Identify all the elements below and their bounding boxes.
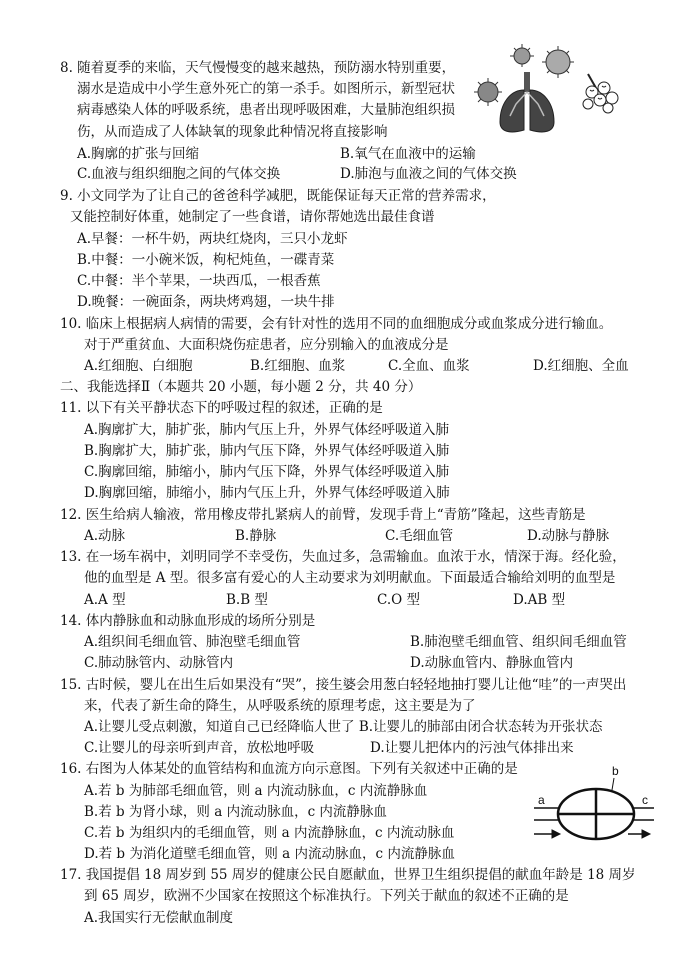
- q8-option-d: D.肺泡与血液之间的气体交换: [340, 166, 517, 182]
- q8-option-c: C.血液与组织细胞之间的气体交换: [77, 166, 281, 182]
- q12-option-a: A.动脉: [84, 528, 126, 544]
- lungs-virus-illustration: [470, 42, 630, 136]
- q9-option-a: A.早餐：一杯牛奶，两块红烧肉，三只小龙虾: [77, 231, 348, 247]
- q9-option-b: B.中餐：一小碗米饭，枸杞炖鱼，一碟青菜: [77, 252, 335, 268]
- q8-option-a: A.胸廓的扩张与回缩: [77, 146, 200, 162]
- q8-line-2: 溺水是造成中小学生意外死亡的第一杀手。如图所示，新型冠状: [77, 81, 455, 97]
- q12-option-c: C.毛细血管: [385, 528, 454, 544]
- q16-option-c: C.若 b 为组织内的毛细血管，则 a 内流静脉血，c 内流动脉血: [84, 825, 455, 841]
- vessel-c: [632, 808, 654, 820]
- q8-line-4: 伤，从而造成了人体缺氧的现象此种情况将直接影响: [77, 124, 388, 140]
- label-a: a: [538, 793, 545, 807]
- q16-option-b: B.若 b 为肾小球，则 a 内流动脉血，c 内流静脉血: [84, 804, 387, 820]
- q14-option-d: D.动脉血管内、静脉血管内: [410, 655, 574, 671]
- q12-line-1: 12. 医生给病人输液，常用橡皮带扎紧病人的前臂，发现手背上“青筋”隆起，这些青筋是: [60, 507, 586, 523]
- q17-line-2: 到 65 周岁，欧洲不少国家在按照这个标准执行。下列关于献血的叙述不正确的是: [84, 888, 569, 904]
- alveoli-cluster: [583, 74, 618, 113]
- q14-line-1: 14. 体内静脉血和动脉血形成的场所分别是: [60, 613, 316, 629]
- q10-option-a: A.红细胞、白细胞: [84, 358, 193, 374]
- label-c: c: [642, 793, 648, 807]
- q10-line-2: 对于严重贫血、大面积烧伤症患者，应分别输入的血液成分是: [84, 337, 449, 353]
- q8-line-3: 病毒感染人体的呼吸系统，患者出现呼吸困难，大量肺泡组织损: [77, 102, 455, 118]
- q13-option-c: C.O 型: [377, 592, 420, 608]
- q14-option-b: B.肺泡壁毛细血管、组织间毛细血管: [410, 634, 627, 650]
- q9-option-c: C.中餐：半个苹果，一块西瓜，一根香蕉: [77, 273, 321, 289]
- label-b: b: [612, 764, 619, 778]
- q15-option-d: D.让婴儿把体内的污浊气体排出来: [370, 740, 574, 756]
- q9-line-2: 又能控制好体重，她制定了一些食谱，请你帮她选出最佳食谱: [70, 209, 435, 225]
- q11-option-c: C.胸廓回缩，肺缩小，肺内气压下降，外界气体经呼吸道入肺: [84, 464, 450, 480]
- q10-option-d: D.红细胞、全血: [533, 358, 629, 374]
- q16-line-1: 16. 右图为人体某处的血管结构和血流方向示意图。下列有关叙述中正确的是: [60, 761, 518, 777]
- q14-option-a: A.组织间毛细血管、肺泡壁毛细血管: [84, 634, 301, 650]
- q15-line-1: 15. 古时候，婴儿在出生后如果没有“哭”，接生婆会用葱白轻轻地抽打婴儿让他“哇”的一声哭出: [60, 677, 627, 693]
- q13-line-2: 他的血型是 A 型。很多富有爱心的人主动要求为刘明献血。下面最适合输给刘明的血型是: [84, 570, 616, 586]
- q9-line-1: 9. 小文同学为了让自己的爸爸科学减肥，既能保证每天正常的营养需求，: [60, 188, 496, 204]
- q11-option-b: B.胸廓扩大，肺扩张，肺内气压下降，外界气体经呼吸道入肺: [84, 443, 450, 459]
- q13-option-d: D.AB 型: [513, 592, 566, 608]
- q8-line-1: 8. 随着夏季的来临，天气慢慢变的越来越热，预防溺水特别重要，: [60, 60, 456, 76]
- q13-line-1: 13. 在一场车祸中，刘明同学不幸受伤，失血过多，急需输血。血浓于水，情深于海。经化验，: [60, 549, 626, 565]
- q9-option-d: D.晚餐：一碗面条，两块烤鸡翅，一块牛排: [77, 294, 335, 310]
- q15-line-2: 来，代表了新生命的降生，从呼吸系统的原理考虑，这主要是为了: [84, 698, 476, 714]
- q12-option-d: D.动脉与静脉: [527, 528, 610, 544]
- q12-option-b: B.静脉: [235, 528, 277, 544]
- vessel-a: [534, 808, 560, 820]
- blood-vessel-diagram: [530, 762, 655, 850]
- q11-line-1: 11. 以下有关平静状态下的呼吸过程的叙述，正确的是: [60, 400, 383, 416]
- flow-arrow-icon: [534, 830, 650, 838]
- q16-option-a: A.若 b 为肺部毛细血管，则 a 内流动脉血，c 内流静脉血: [84, 783, 428, 799]
- q16-option-d: D.若 b 为消化道壁毛细血管，则 a 内流动脉血，c 内流静脉血: [84, 846, 455, 862]
- q17-option-a: A.我国实行无偿献血制度: [84, 910, 234, 926]
- q10-option-c: C.全血、血浆: [388, 358, 470, 374]
- virus-icon: [474, 78, 502, 106]
- q17-line-1: 17. 我国提倡 18 周岁到 55 周岁的健康公民自愿献血，世界卫生组织提倡的献血年龄是 18 周岁: [60, 867, 636, 883]
- q8-option-b: B.氧气在血液中的运输: [340, 146, 476, 162]
- q10-line-1: 10. 临床上根据病人病情的需要，会有针对性的选用不同的血细胞成分或血浆成分进行输血。: [60, 316, 613, 332]
- q13-option-b: B.B 型: [226, 592, 268, 608]
- q14-option-c: C.肺动脉管内、动脉管内: [84, 655, 234, 671]
- section-2-heading: 二、我能选择Ⅱ（本题共 20 小题，每小题 2 分，共 40 分）: [60, 379, 422, 395]
- q11-option-d: D.胸廓回缩，肺缩小，肺内气压上升，外界气体经呼吸道入肺: [84, 485, 450, 501]
- q15-option-a-b: A.让婴儿受点刺激，知道自己已经降临人世了 B.让婴儿的肺部由闭合状态转为开张状态: [84, 719, 603, 735]
- q13-option-a: A.A 型: [84, 592, 126, 608]
- q11-option-a: A.胸廓扩大，肺扩张，肺内气压上升，外界气体经呼吸道入肺: [84, 422, 450, 438]
- q10-option-b: B.红细胞、血浆: [250, 358, 346, 374]
- q15-option-c: C.让婴儿的母亲听到声音，放松地呼吸: [84, 740, 315, 756]
